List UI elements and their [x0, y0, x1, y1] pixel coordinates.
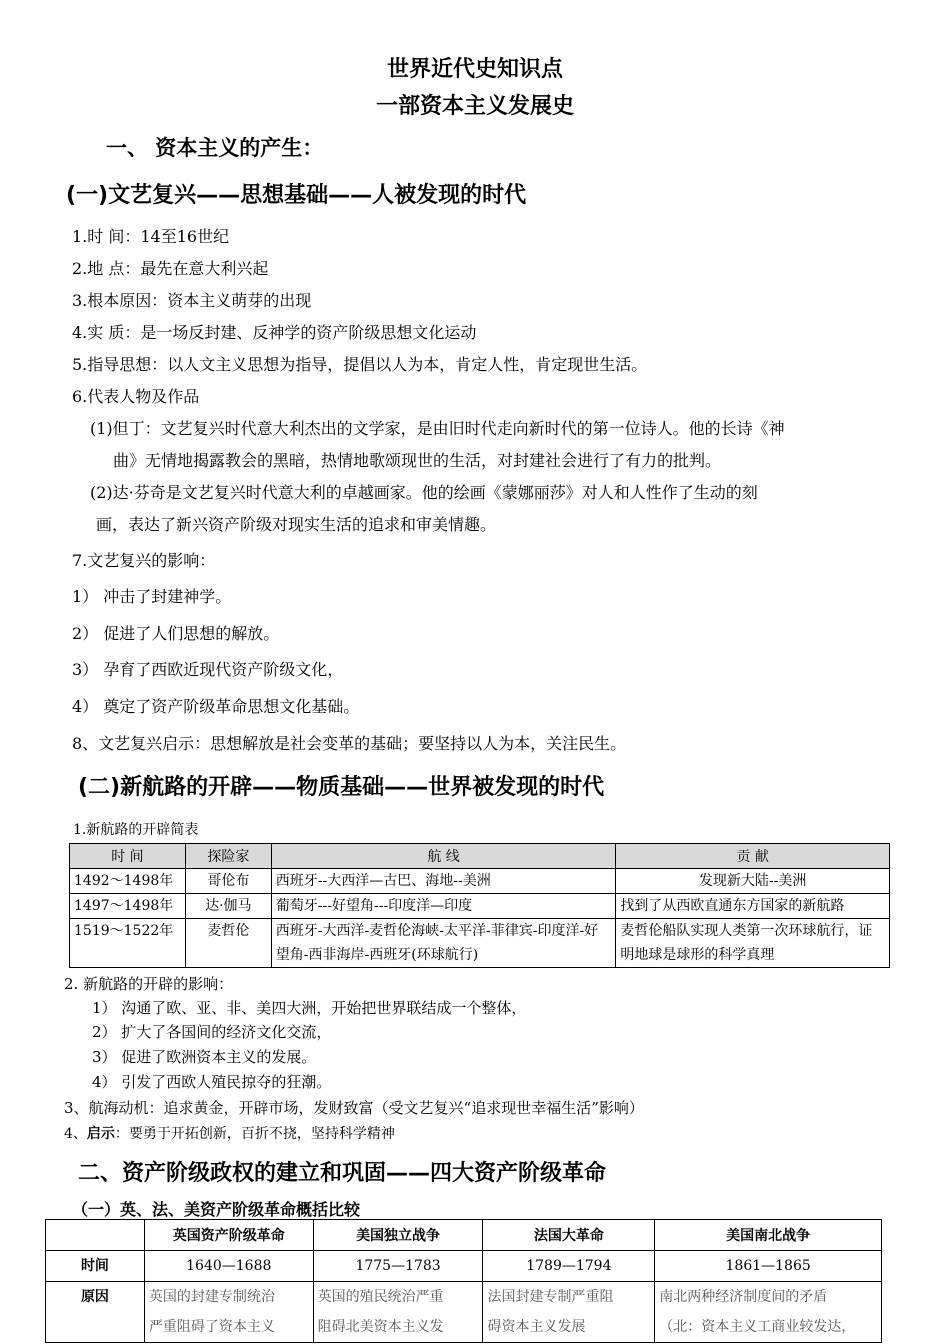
renaissance-impact-item: 2） 促进了人们思想的解放。 [72, 624, 280, 643]
route-explorer: 麦哲伦 [185, 919, 271, 968]
part2-heading: 二、资产阶级政权的建立和巩固——四大资产阶级革命 [78, 1161, 607, 1186]
table-header-cell [46, 1220, 145, 1251]
cause-cell [655, 1282, 882, 1343]
table-header-cell: 法国大革命 [483, 1220, 655, 1251]
time-cell: 1775—1783 [313, 1251, 483, 1282]
renaissance-heading: (一)文艺复兴——思想基础——人被发现的时代 [66, 183, 527, 208]
route-path: 葡萄牙---好望角---印度洋—印度 [271, 894, 616, 919]
table-row [46, 1282, 882, 1343]
davinci-paragraph-line1: (2)达·芬奇是文艺复兴时代意大利的卓越画家。他的绘画《蒙娜丽莎》对人和人性作了生动的刻 [90, 483, 758, 502]
renaissance-impact-item: 1） 冲击了封建神学。 [72, 587, 232, 606]
table-header-row [46, 1220, 882, 1251]
renaissance-item: 5.指导思想：以人文主义思想为指导，提倡以人为本，肯定人性，肯定现世生活。 [72, 355, 648, 374]
new-routes-heading: (二)新航路的开辟——物质基础——世界被发现的时代 [78, 775, 605, 800]
route-path: 西班牙-大西洋-麦哲伦海峡-太平洋-菲律宾-印度洋-好望角-西非海岸-西班牙(环球航行) [271, 919, 616, 968]
cause-line: 碍资本主义发展 [487, 1319, 586, 1335]
table-header-cell: 美国南北战争 [655, 1220, 882, 1251]
lesson-text: ：要勇于开拓创新，百折不挠，坚持科学精神 [114, 1126, 395, 1142]
table-header-cell: 英国资产阶级革命 [144, 1220, 313, 1251]
cause-line: 法国封建专制严重阻 [487, 1289, 614, 1305]
route-path: 西班牙--大西洋—古巴、海地--美洲 [271, 869, 616, 894]
table-header-cell: 航 线 [271, 844, 616, 869]
cause-cell [144, 1282, 313, 1343]
table-header-row [70, 844, 890, 869]
table-row [70, 894, 890, 919]
routes-impact-item: 1） 沟通了欧、亚、非、美四大洲，开始把世界联结成一个整体， [92, 999, 527, 1017]
renaissance-item: 3.根本原因：资本主义萌芽的出现 [72, 291, 312, 310]
route-explorer: 达·伽马 [185, 894, 271, 919]
renaissance-impact-heading: 7.文艺复兴的影响： [72, 551, 216, 570]
route-time: 1492～1498年 [70, 869, 186, 894]
routes-impact-item: 4） 引发了西欧人殖民掠夺的狂潮。 [92, 1073, 332, 1091]
cause-line: 严重阻碍了资本主义 [148, 1319, 275, 1335]
renaissance-impact-item: 4） 奠定了资产阶级革命思想文化基础。 [72, 697, 360, 716]
document-subtitle: 一部资本主义发展史 [375, 94, 574, 119]
lesson-prefix: 4、 [64, 1126, 87, 1142]
renaissance-item: 1.时 间：14至16世纪 [72, 227, 230, 246]
routes-impact-item: 2） 扩大了各国间的经济文化交流， [92, 1023, 332, 1041]
navigation-lesson [64, 1125, 395, 1143]
table-header-cell: 美国独立战争 [313, 1220, 483, 1251]
routes-impact-item: 3） 促进了欧洲资本主义的发展。 [92, 1048, 317, 1066]
lesson-label: 启示 [86, 1126, 115, 1142]
table-row [46, 1251, 882, 1282]
renaissance-item: 2.地 点：最先在意大利兴起 [72, 259, 269, 278]
renaissance-item: 4.实 质：是一场反封建、反神学的资产阶级思想文化运动 [72, 323, 477, 342]
part1-heading: 一、 资本主义的产生： [106, 136, 324, 160]
document-title: 世界近代史知识点 [386, 57, 563, 82]
table-header-cell: 探险家 [185, 844, 271, 869]
cause-cell [313, 1282, 483, 1343]
cause-line: 南北两种经济制度间的矛盾 [659, 1289, 828, 1305]
row-label: 原因 [46, 1282, 145, 1343]
navigation-motive: 3、航海动机：追求黄金，开辟市场，发财致富（受文艺复兴“追求现世幸福生活”影响） [64, 1099, 644, 1117]
route-time: 1519～1522年 [70, 919, 186, 968]
renaissance-impact-item: 3） 孕育了西欧近现代资产阶级文化， [72, 660, 344, 679]
davinci-paragraph-line2: 画，表达了新兴资产阶级对现实生活的追求和审美情趣。 [96, 515, 497, 534]
renaissance-item: 6.代表人物及作品 [72, 387, 200, 406]
route-contribution: 麦哲伦船队实现人类第一次环球航行，证明地球是球形的科学真理 [616, 919, 890, 968]
revolutions-sub-heading: （一）英、法、美资产阶级革命概括比较 [72, 1200, 361, 1219]
cause-line: 阻碍北美资本主义发 [317, 1319, 444, 1335]
route-contribution: 发现新大陆--美洲 [616, 869, 890, 894]
routes-table-caption: 1.新航路的开辟简表 [73, 822, 199, 838]
route-contribution: 找到了从西欧直通东方国家的新航路 [616, 894, 890, 919]
dante-paragraph-line1: (1)但丁：文艺复兴时代意大利杰出的文学家，是由旧时代走向新时代的第一位诗人。他的长诗《神 [90, 419, 785, 438]
routes-impact-heading: 2. 新航路的开辟的影响： [64, 975, 234, 993]
time-cell: 1640—1688 [144, 1251, 313, 1282]
table-header-cell: 贡 献 [616, 844, 890, 869]
time-cell: 1789—1794 [483, 1251, 655, 1282]
time-cell: 1861—1865 [655, 1251, 882, 1282]
dante-paragraph-line2: 曲》无情地揭露教会的黑暗，热情地歌颂现世的生活，对封建社会进行了有力的批判。 [113, 451, 722, 470]
table-header-cell: 时 间 [70, 844, 186, 869]
cause-line: （北：资本主义工商业较发达， [659, 1319, 856, 1335]
route-explorer: 哥伦布 [185, 869, 271, 894]
row-label: 时间 [46, 1251, 145, 1282]
new-routes-table [69, 843, 890, 968]
renaissance-enlightenment: 8、文艺复兴启示：思想解放是社会变革的基础；要坚持以人为本，关注民生。 [72, 734, 627, 753]
route-time: 1497～1498年 [70, 894, 186, 919]
cause-cell [483, 1282, 655, 1343]
cause-line: 英国的封建专制统治 [148, 1289, 275, 1305]
table-row [70, 919, 890, 968]
revolutions-comparison-table [45, 1219, 882, 1343]
cause-line: 英国的殖民统治严重 [317, 1289, 444, 1305]
table-row [70, 869, 890, 894]
